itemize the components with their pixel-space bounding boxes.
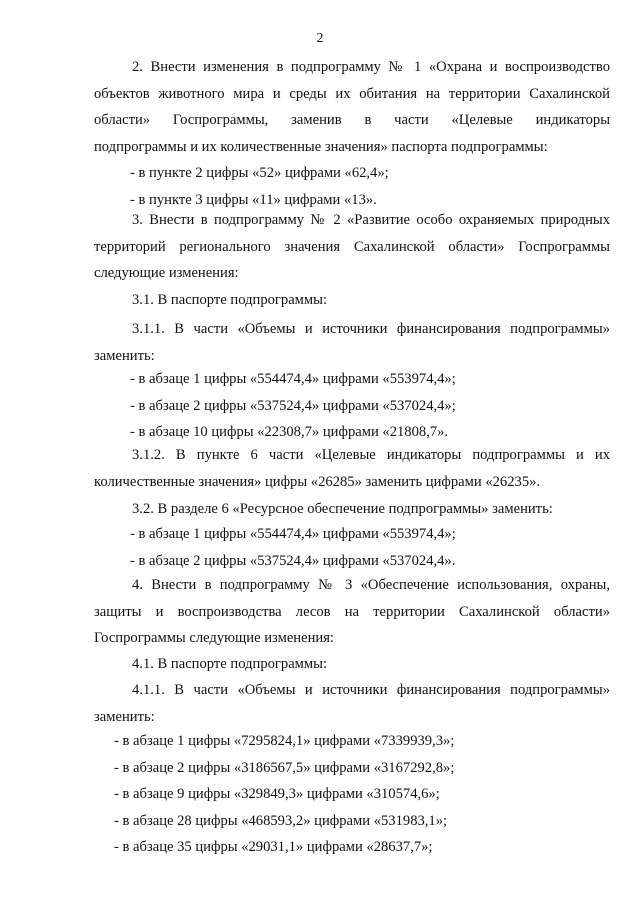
text-line: следующие изменения: [94, 265, 239, 281]
paragraph-2-list [94, 160, 610, 213]
paragraph-4-1-1-list [94, 728, 610, 861]
text-line: заменить: [94, 708, 155, 725]
list-item: - в абзаце 35 цифры «29031,1» цифрами «28637,7»; [114, 839, 433, 855]
text-line: объектов животного мира и среды их обитания на территории Сахалинской [94, 85, 610, 102]
paragraph-3-2 [94, 496, 610, 523]
list-item: - в абзаце 2 цифры «3186567,5» цифрами «3167292,8»; [114, 759, 455, 776]
page-number: 2 [316, 31, 324, 46]
text-line: подпрограммы и их количественные значения» паспорта подпрограммы: [94, 138, 548, 155]
text-line: 3.1.2. В пункте 6 части «Целевые индикаторы подпрограммы и их [132, 447, 610, 463]
list-item: - в пункте 2 цифры «52» цифрами «62,4»; [130, 165, 389, 181]
list-item: - в абзаце 1 цифры «7295824,1» цифрами «7339939,3»; [114, 733, 455, 749]
paragraph-3-1-2 [94, 442, 610, 495]
text-line: 3.1.1. В части «Объемы и источники финансирования подпрограммы» [132, 321, 610, 337]
text-line: Госпрограммы следующие изменения: [94, 630, 334, 646]
text-line: 2. Внести изменения в подпрограмму № 1 «Охрана и воспроизводство [132, 59, 610, 75]
text-line: 3.2. В разделе 6 «Ресурсное обеспечение подпрограммы» заменить: [132, 501, 553, 517]
list-item: - в абзаце 9 цифры «329849,3» цифрами «310574,6»; [114, 786, 440, 802]
text-line: области» Госпрограммы, заменив в части «Целевые индикаторы [94, 112, 610, 128]
paragraph-4-1-1 [94, 677, 610, 730]
paragraph-4-1 [94, 651, 610, 678]
text-line: 3.1. В паспорте подпрограммы: [132, 292, 328, 308]
text-line: 4.1. В паспорте подпрограммы: [132, 656, 328, 672]
paragraph-3-2-list [94, 521, 610, 574]
list-item: - в пункте 3 цифры «11» цифрами «13». [130, 191, 377, 208]
paragraph-3-1 [94, 287, 610, 314]
list-item: - в абзаце 2 цифры «537524,4» цифрами «537024,4». [130, 552, 456, 569]
text-line: 4.1.1. В части «Объемы и источники финансирования подпрограммы» [132, 682, 610, 698]
paragraph-4 [94, 572, 610, 652]
paragraph-3-1-1 [94, 316, 610, 369]
text-line: количественные значения» цифры «26285» заменить цифрами «26235». [94, 473, 541, 490]
paragraph-3 [94, 207, 610, 287]
list-item: - в абзаце 1 цифры «554474,4» цифрами «553974,4»; [130, 526, 456, 542]
text-line: 4. Внести в подпрограмму № 3 «Обеспечение использования, охраны, [132, 577, 610, 593]
list-item: - в абзаце 1 цифры «554474,4» цифрами «553974,4»; [130, 371, 456, 387]
paragraph-2 [94, 54, 610, 160]
text-line: 3. Внести в подпрограмму № 2 «Развитие особо охраняемых природных [132, 212, 610, 228]
list-item: - в абзаце 10 цифры «22308,7» цифрами «21808,7». [130, 424, 449, 440]
list-item: - в абзаце 28 цифры «468593,2» цифрами «531983,1»; [114, 812, 448, 829]
text-line: территорий регионального значения Сахалинской области» Госпрограммы [94, 238, 610, 255]
list-item: - в абзаце 2 цифры «537524,4» цифрами «537024,4»; [130, 397, 456, 414]
text-line: заменить: [94, 347, 155, 364]
text-line: защиты и воспроизводства лесов на территории Сахалинской области» [94, 603, 610, 620]
paragraph-3-1-1-list [94, 366, 610, 446]
